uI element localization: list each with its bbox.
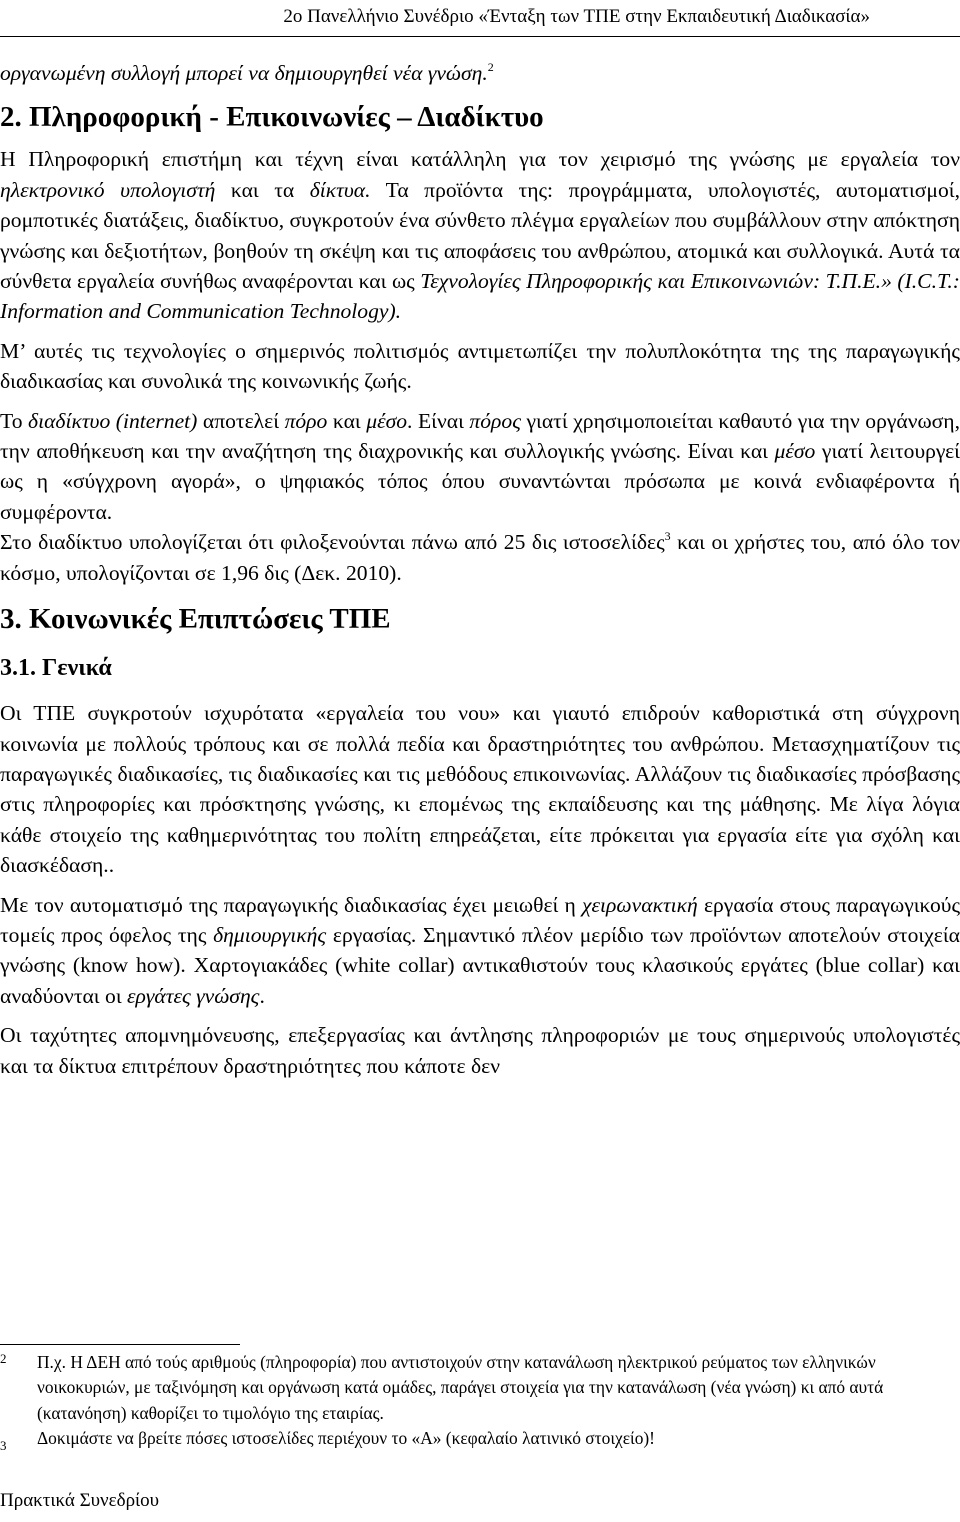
internet-text-f: μέσο: [366, 408, 408, 433]
automation-text-c: εργασία στους παραγωγικούς τομείς προς όφελος της: [0, 892, 960, 947]
internet-text-j: μέσο: [774, 439, 816, 464]
running-header: 2ο Πανελλήνιο Συνέδριο «Ένταξη των ΤΠΕ στην Εκπαιδευτική Διαδικασία»: [283, 6, 870, 27]
paragraph-informatics: [0, 144, 960, 326]
running-footer: Πρακτικά Συνεδρίου: [0, 1490, 160, 1511]
informatics-text-c: και τα: [215, 177, 310, 202]
automation-text-b: χειρωνακτική: [582, 892, 698, 917]
internet-text-h: πόρος: [469, 408, 521, 433]
internet-text-k: γιατί λειτουργεί ως η «σύγχρονη αγορά», ο ψηφιακός τόπος όπου συναντώνται πρόσωπα με κοινά ενδιαφέροντα ή συμφέροντα.: [0, 439, 960, 524]
paragraph-web-stats: [0, 527, 960, 588]
informatics-text-b: ηλεκτρονικό υπολογιστή: [0, 177, 216, 202]
internet-text-d: πόρο: [284, 408, 328, 433]
footnotes: [0, 1350, 960, 1453]
automation-text-e: εργασίας. Σημαντικό πλέον μερίδιο των προϊόντων αποτελούν στοιχεία γνώσης (know how). Χαρτογιακάδες (white collar) αντικαθιστούν τους κλασικούς εργάτες (blue collar) και αναδύονται οι: [0, 922, 960, 1008]
paragraph-internet: [0, 406, 960, 528]
web-stats-text-b: και οι χρήστες του, από όλο τον κόσμο, υπολογίζονται σε 1,96 δις (Δεκ. 2010).: [0, 530, 960, 585]
internet-text-e: και: [327, 408, 367, 433]
automation-text-d: δημιουργικής: [213, 922, 327, 947]
footnote-2: [0, 1350, 960, 1426]
paragraph-automation: [0, 890, 960, 1012]
automation-text-g: .: [259, 983, 265, 1008]
paragraph-speeds: Οι ταχύτητες απομνημόνευσης, επεξεργασίας και άντλησης πληροφοριών με τους σημερινούς υπολογιστές και τα δίκτυα επιτρέπουν δραστηριότητες που κάποτε δεν: [0, 1023, 960, 1078]
internet-text-b: διαδίκτυο (internet): [28, 408, 198, 433]
footnote-ref-2[interactable]: 2: [487, 60, 494, 74]
section-3-heading: 3. Κοινωνικές Επιπτώσεις ΤΠΕ: [0, 603, 391, 636]
web-stats-text-a: Στο διαδίκτυο υπολογίζεται ότι φιλοξενούνται πάνω από 25 δις ιστοσελίδες: [0, 530, 665, 555]
footnote-number: 2: [0, 1351, 7, 1366]
paragraph-ict-impact: Οι ΤΠΕ συγκροτούν ισχυρότατα «εργαλεία του νου» και γιαυτό επιδρούν καθοριστικά στη σύγχρονη κοινωνία με πολλούς τρόπους και σε πολλά πεδία και δραστηριότητες του ανθρώπου. Μετασχηματίζουν τις παραγωγικές διαδικασίες, τις διαδικασίες και τις μεθόδους επικοινωνίας. Αλλάζουν τις διαδικασίες πρόσβασης στις πληροφορίες και πρόσκτησης γνώσης, κι επομένως της εκπαίδευσης και της μάθησης. Με λίγα λόγια κάθε στοιχείο της καθημερινότητας του πολίτη επηρεάζεται, είτε πρόκειται για εργασία είτε για σχόλη και διασκέδαση..: [0, 701, 960, 878]
footnote-text: Δοκιμάστε να βρείτε πόσες ιστοσελίδες περιέχουν το «Α» (κεφαλαίο λατινικό στοιχείο)!: [37, 1428, 655, 1449]
paragraph-technologies: Μ’ αυτές τις τεχνολογίες ο σημερινός πολιτισμός αντιμετωπίζει την πολυπλοκότητα της της παραγωγικής διαδικασίας και συνολικά της κοινωνικής ζωής.: [0, 338, 960, 394]
informatics-text-f: Τεχνολογίες Πληροφορικής και Επικοινωνιών: Τ.Π.Ε.» (I.C.T.: Information and Communication Technology).: [0, 269, 960, 324]
internet-text-g: . Είναι: [407, 408, 470, 433]
informatics-text-a: Η Πληροφορική επιστήμη και τέχνη είναι κατάλληλη για τον χειρισμό της γνώσης με εργαλεία τον: [0, 147, 960, 172]
intro-text: οργανωμένη συλλογή μπορεί να δημιουργηθεί νέα γνώση.: [0, 61, 488, 85]
header-rule: [0, 36, 960, 37]
footnote-3: [0, 1426, 960, 1452]
automation-text-f: εργάτες γνώσης: [127, 983, 260, 1008]
section-2-heading: 2. Πληροφορική - Επικοινωνίες – Διαδίκτυο: [0, 101, 544, 134]
intro-fragment: [0, 58, 960, 88]
internet-text-c: αποτελεί: [197, 408, 285, 433]
automation-text-a: Με τον αυτοματισμό της παραγωγικής διαδικασίας έχει μειωθεί η: [0, 892, 583, 917]
informatics-text-d: δίκτυα.: [309, 177, 371, 202]
internet-text-i: γιατί χρησιμοποιείται καθαυτό για την οργάνωση, την αποθήκευση και την αναζήτηση της διαχρονικής και συλλογικής γνώσης. Είναι και: [0, 408, 960, 464]
section-3-1-heading: 3.1. Γενικά: [0, 655, 112, 682]
footnote-number: 3: [0, 1438, 7, 1454]
footnote-ref-3[interactable]: 3: [664, 529, 671, 544]
footnote-text: Π.χ. Η ΔΕΗ από τούς αριθμούς (πληροφορία) που αντιστοιχούν στην κατανάλωση ηλεκτρικού ρεύματος των ελληνικών νοικοκυριών, με ταξινόμηση και οργάνωση κατά ομάδες, παράγει στοιχεία για την κατανάλωση (νέα γνώση) κι από αυτά (κατανόηση) καθορίζει το τιμολόγιο της εταιρίας.: [37, 1352, 884, 1423]
footnote-separator: [0, 1344, 240, 1345]
internet-text-a: Το: [0, 408, 29, 433]
page-content: [0, 58, 960, 1081]
informatics-text-e: Τα προϊόντα της: προγράμματα, υπολογιστές, αυτοματισμοί, ρομποτικές διατάξεις, διαδίκτυο, συγκροτούν ένα σύνθετο πλέγμα εργαλείων που συμβάλλουν στην απόκτηση γνώσης και δεξιοτήτων, βοηθούν τη σκέψη και τις αποφάσεις του ανθρώπου, ατομικά και συλλογικά. Αυτά τα σύνθετα εργαλεία συνήθως αναφέρονται και ως: [0, 177, 960, 294]
